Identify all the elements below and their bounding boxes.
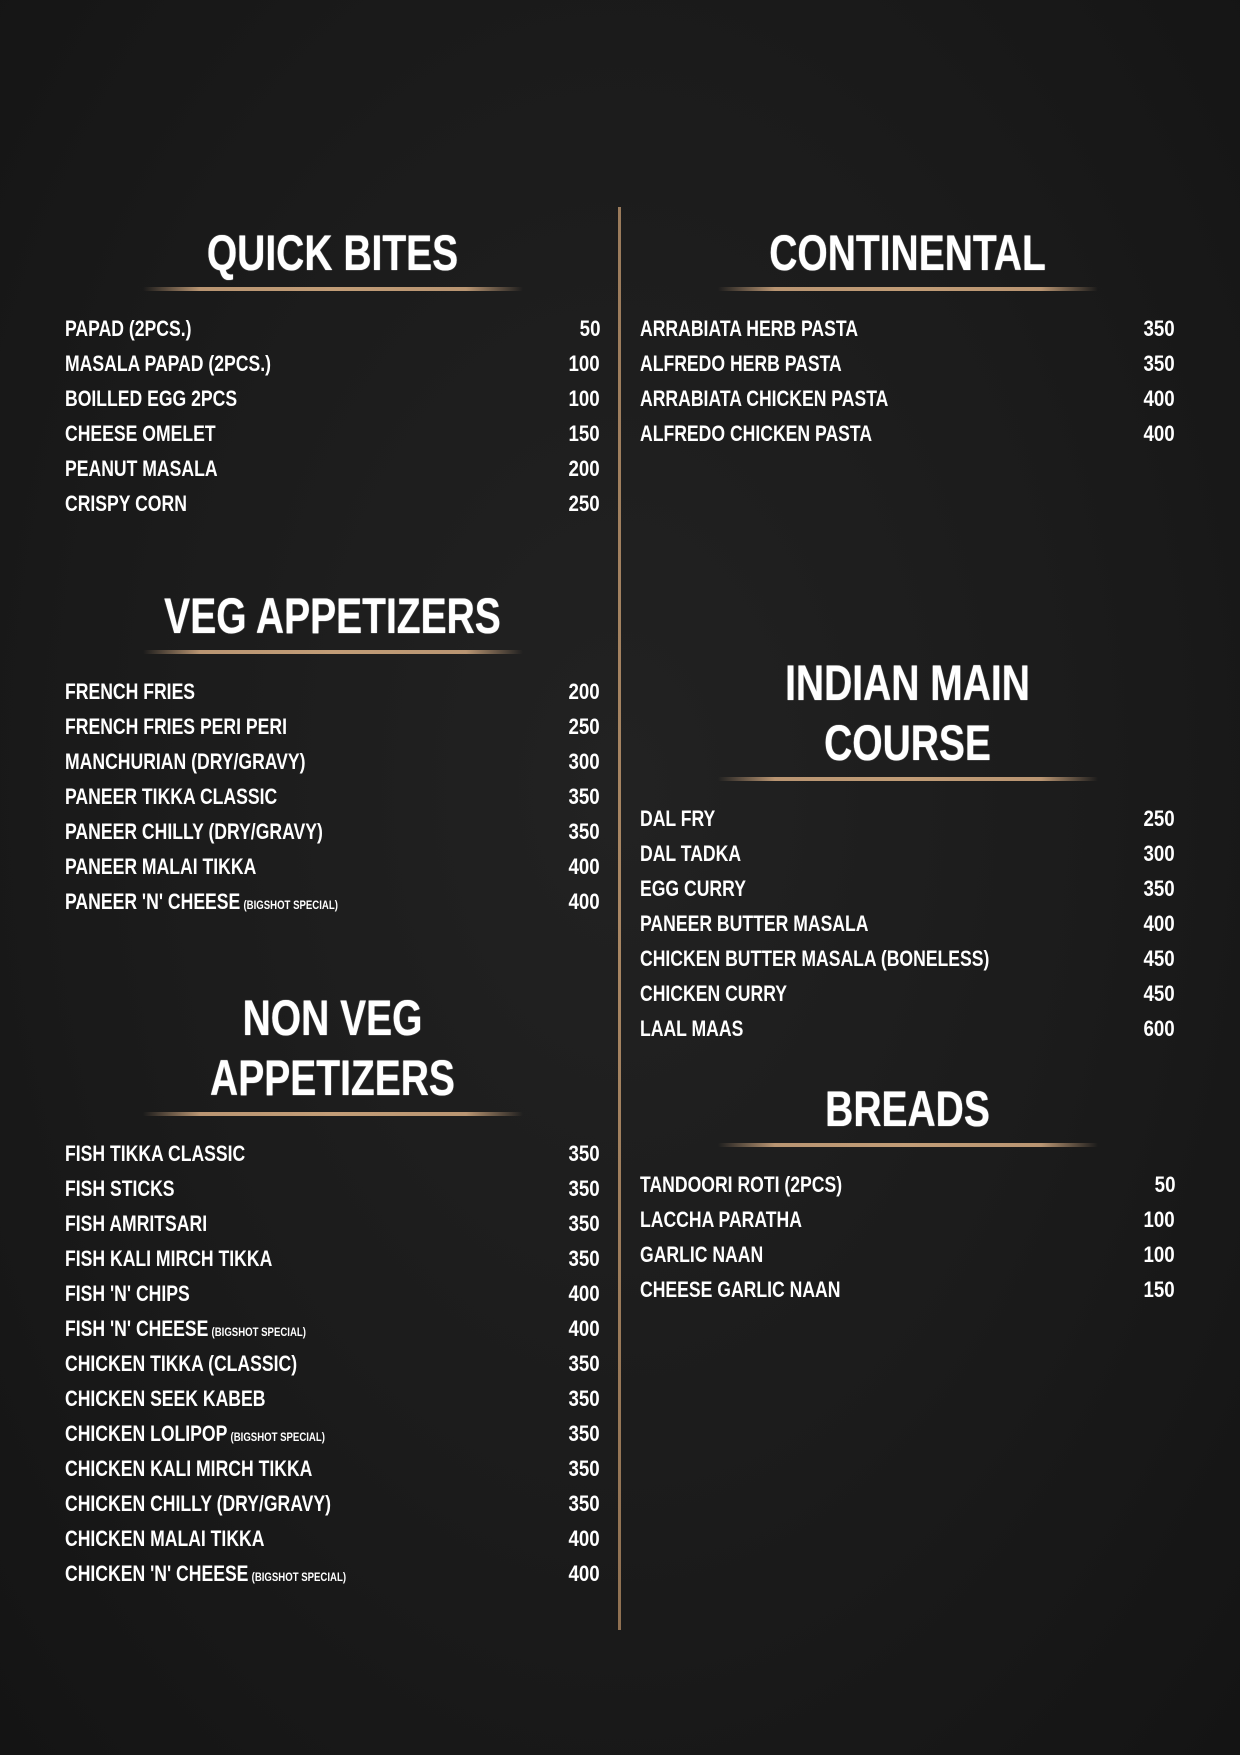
item-price: 350 — [1143, 316, 1175, 341]
item-price: 300 — [568, 749, 600, 774]
item-name: PANEER CHILLY (DRY/GRAVY) — [65, 819, 323, 844]
menu-item — [640, 311, 1175, 346]
item-name-group — [65, 1521, 264, 1556]
item-price: 400 — [568, 1316, 600, 1341]
menu-item — [65, 451, 600, 486]
item-name-group — [640, 1237, 763, 1272]
item-name: CHEESE GARLIC NAAN — [640, 1277, 841, 1302]
item-name-group — [640, 906, 868, 941]
menu-item — [65, 381, 600, 416]
menu-item — [640, 381, 1175, 416]
item-name: ARRABIATA CHICKEN PASTA — [640, 386, 889, 411]
item-name: CHICKEN CHILLY (DRY/GRAVY) — [65, 1491, 331, 1516]
menu-item — [65, 1346, 600, 1381]
menu-item — [640, 1011, 1175, 1046]
title-underline — [143, 650, 523, 654]
item-name-group — [640, 976, 787, 1011]
item-name: PANEER BUTTER MASALA — [640, 911, 869, 936]
menu-item — [65, 1556, 600, 1591]
menu-item — [65, 1451, 600, 1486]
item-name-group — [65, 1416, 325, 1455]
item-price: 350 — [568, 1211, 600, 1236]
item-name-group — [65, 311, 191, 346]
item-price: 200 — [568, 456, 600, 481]
item-price: 350 — [1143, 876, 1175, 901]
item-name: DAL FRY — [640, 806, 716, 831]
menu-item — [640, 906, 1175, 941]
item-price: 100 — [1143, 1242, 1175, 1267]
menu-item — [65, 709, 600, 744]
item-name-group — [640, 1272, 840, 1307]
item-note: (BIGSHOT SPECIAL) — [230, 1430, 325, 1444]
item-price: 250 — [568, 714, 600, 739]
item-note: (BIGSHOT SPECIAL) — [211, 1325, 306, 1339]
item-name: MANCHURIAN (DRY/GRAVY) — [65, 749, 306, 774]
column-divider — [618, 207, 621, 1630]
item-name: TANDOORI ROTI (2PCS) — [640, 1172, 843, 1197]
item-name: ALFREDO HERB PASTA — [640, 351, 842, 376]
menu-item — [65, 814, 600, 849]
title-underline — [143, 1112, 523, 1116]
section-title: VEG APPETIZERS — [164, 588, 501, 644]
item-name: CHICKEN SEEK KABEB — [65, 1386, 266, 1411]
menu-item — [640, 1272, 1175, 1307]
item-price: 450 — [1143, 946, 1175, 971]
item-list — [65, 674, 600, 919]
item-price: 150 — [1143, 1277, 1175, 1302]
item-price: 100 — [1143, 1207, 1175, 1232]
menu-item — [640, 1202, 1175, 1237]
item-name: EGG CURRY — [640, 876, 746, 901]
item-name-group — [65, 1311, 306, 1350]
title-underline — [718, 287, 1098, 291]
section-breads — [640, 1079, 1175, 1307]
item-name-group — [65, 814, 323, 849]
item-name-group — [640, 836, 741, 871]
item-name-group — [640, 1167, 842, 1202]
item-name: PAPAD (2PCS.) — [65, 316, 192, 341]
menu-item — [65, 311, 600, 346]
menu-item — [640, 1237, 1175, 1272]
item-price: 400 — [1143, 386, 1175, 411]
menu-item — [65, 779, 600, 814]
item-name-group — [65, 1451, 312, 1486]
menu-item — [65, 1276, 600, 1311]
item-name: CHICKEN MALAI TIKKA — [65, 1526, 265, 1551]
item-name-group — [640, 311, 858, 346]
menu-item — [65, 486, 600, 521]
item-name-group — [65, 381, 237, 416]
item-list — [640, 1167, 1175, 1307]
item-note: (BIGSHOT SPECIAL) — [251, 1570, 347, 1584]
item-name-group — [65, 346, 271, 381]
section-veg-appetizers — [65, 586, 600, 919]
item-name-group — [640, 941, 989, 976]
item-name-group — [640, 871, 746, 906]
item-price: 350 — [568, 819, 600, 844]
menu-item — [65, 674, 600, 709]
item-name-group — [65, 486, 187, 521]
item-list — [65, 1136, 600, 1591]
title-underline — [143, 287, 523, 291]
item-name-group — [640, 381, 888, 416]
item-list — [65, 311, 600, 521]
item-name-group — [65, 744, 306, 779]
item-price: 250 — [568, 491, 600, 516]
item-name: PANEER TIKKA CLASSIC — [65, 784, 278, 809]
section-continental — [640, 223, 1175, 451]
item-name: FRENCH FRIES PERI PERI — [65, 714, 287, 739]
menu-item — [640, 346, 1175, 381]
section-title: CONTINENTAL — [769, 225, 1046, 281]
item-name: LAAL MAAS — [640, 1016, 744, 1041]
item-price: 350 — [568, 1386, 600, 1411]
item-name-group — [65, 674, 195, 709]
item-price: 350 — [568, 1141, 600, 1166]
menu-item — [640, 416, 1175, 451]
section-title: INDIAN MAIN COURSE — [785, 655, 1030, 771]
item-note: (BIGSHOT SPECIAL) — [243, 898, 338, 912]
item-list — [640, 311, 1175, 451]
item-name-group — [65, 1241, 272, 1276]
section-title: NON VEG APPETIZERS — [210, 990, 455, 1106]
item-name: FISH KALI MIRCH TIKKA — [65, 1246, 273, 1271]
item-name: PANEER 'N' CHEESE — [65, 889, 241, 914]
item-price: 350 — [568, 1491, 600, 1516]
item-price: 150 — [568, 421, 600, 446]
title-underline — [718, 1143, 1098, 1147]
menu-item — [65, 1416, 600, 1451]
item-name: PEANUT MASALA — [65, 456, 218, 481]
item-price: 250 — [1143, 806, 1175, 831]
item-name: CHICKEN LOLIPOP — [65, 1421, 228, 1446]
item-price: 400 — [568, 1281, 600, 1306]
item-name: FISH 'N' CHIPS — [65, 1281, 190, 1306]
item-name-group — [640, 416, 872, 451]
item-name: ALFREDO CHICKEN PASTA — [640, 421, 873, 446]
item-name-group — [640, 1011, 743, 1046]
item-price: 50 — [1154, 1172, 1175, 1197]
item-price: 450 — [1143, 981, 1175, 1006]
item-name: FISH AMRITSARI — [65, 1211, 208, 1236]
item-name-group — [65, 1171, 175, 1206]
menu-item — [65, 1311, 600, 1346]
item-price: 400 — [1143, 911, 1175, 936]
item-name-group — [65, 1556, 346, 1595]
item-name: GARLIC NAAN — [640, 1242, 764, 1267]
item-list — [640, 801, 1175, 1046]
item-name-group — [640, 801, 715, 836]
item-price: 350 — [568, 1351, 600, 1376]
item-name: ARRABIATA HERB PASTA — [640, 316, 859, 341]
item-name: CHICKEN CURRY — [640, 981, 787, 1006]
item-name: CHICKEN 'N' CHEESE — [65, 1561, 249, 1586]
item-price: 50 — [579, 316, 600, 341]
item-name: CHICKEN BUTTER MASALA (BONELESS) — [640, 946, 990, 971]
item-name: CRISPY CORN — [65, 491, 187, 516]
item-price: 350 — [1143, 351, 1175, 376]
item-name-group — [65, 1136, 245, 1171]
item-name-group — [65, 1381, 265, 1416]
item-name-group — [640, 1202, 802, 1237]
menu-item — [640, 871, 1175, 906]
item-price: 400 — [1143, 421, 1175, 446]
menu-item — [65, 744, 600, 779]
item-name-group — [65, 709, 287, 744]
menu-item — [640, 976, 1175, 1011]
item-name-group — [65, 1206, 207, 1241]
menu-item — [65, 1206, 600, 1241]
menu-item — [640, 801, 1175, 836]
menu-item — [640, 941, 1175, 976]
item-price: 350 — [568, 1421, 600, 1446]
section-quick-bites — [65, 223, 600, 521]
menu-item — [65, 1486, 600, 1521]
item-name-group — [65, 849, 256, 884]
item-price: 600 — [1143, 1016, 1175, 1041]
item-name: CHEESE OMELET — [65, 421, 216, 446]
item-name-group — [640, 346, 842, 381]
item-name-group — [65, 779, 277, 814]
item-price: 200 — [568, 679, 600, 704]
item-name-group — [65, 1486, 331, 1521]
item-price: 350 — [568, 1456, 600, 1481]
section-title: BREADS — [825, 1081, 990, 1137]
menu-item — [65, 1381, 600, 1416]
menu-item — [65, 849, 600, 884]
item-name-group — [65, 1346, 297, 1381]
item-price: 350 — [568, 1246, 600, 1271]
item-name: LACCHA PARATHA — [640, 1207, 802, 1232]
item-name: FISH STICKS — [65, 1176, 175, 1201]
item-name: FISH TIKKA CLASSIC — [65, 1141, 246, 1166]
item-name-group — [65, 416, 216, 451]
item-name-group — [65, 1276, 190, 1311]
item-price: 100 — [568, 386, 600, 411]
menu-item — [640, 836, 1175, 871]
item-name: FISH 'N' CHEESE — [65, 1316, 209, 1341]
title-underline — [718, 777, 1098, 781]
menu-item — [640, 1167, 1175, 1202]
item-price: 100 — [568, 351, 600, 376]
item-name: DAL TADKA — [640, 841, 742, 866]
item-name: MASALA PAPAD (2PCS.) — [65, 351, 271, 376]
item-name-group — [65, 884, 338, 923]
section-indian-main-course — [640, 653, 1175, 1046]
section-non-veg-appetizers — [65, 988, 600, 1591]
item-price: 350 — [568, 1176, 600, 1201]
section-title: QUICK BITES — [206, 225, 459, 281]
item-price: 400 — [568, 1561, 600, 1586]
item-price: 350 — [568, 784, 600, 809]
item-name: CHICKEN KALI MIRCH TIKKA — [65, 1456, 313, 1481]
menu-item — [65, 1241, 600, 1276]
menu-item — [65, 416, 600, 451]
menu-item — [65, 1171, 600, 1206]
item-name: PANEER MALAI TIKKA — [65, 854, 257, 879]
item-name: CHICKEN TIKKA (CLASSIC) — [65, 1351, 298, 1376]
menu-item — [65, 1521, 600, 1556]
item-price: 400 — [568, 889, 600, 914]
menu-item — [65, 346, 600, 381]
item-name: BOILLED EGG 2PCS — [65, 386, 238, 411]
item-name: FRENCH FRIES — [65, 679, 196, 704]
menu-item — [65, 1136, 600, 1171]
item-price: 400 — [568, 1526, 600, 1551]
menu-item — [65, 884, 600, 919]
item-price: 300 — [1143, 841, 1175, 866]
item-name-group — [65, 451, 218, 486]
item-price: 400 — [568, 854, 600, 879]
